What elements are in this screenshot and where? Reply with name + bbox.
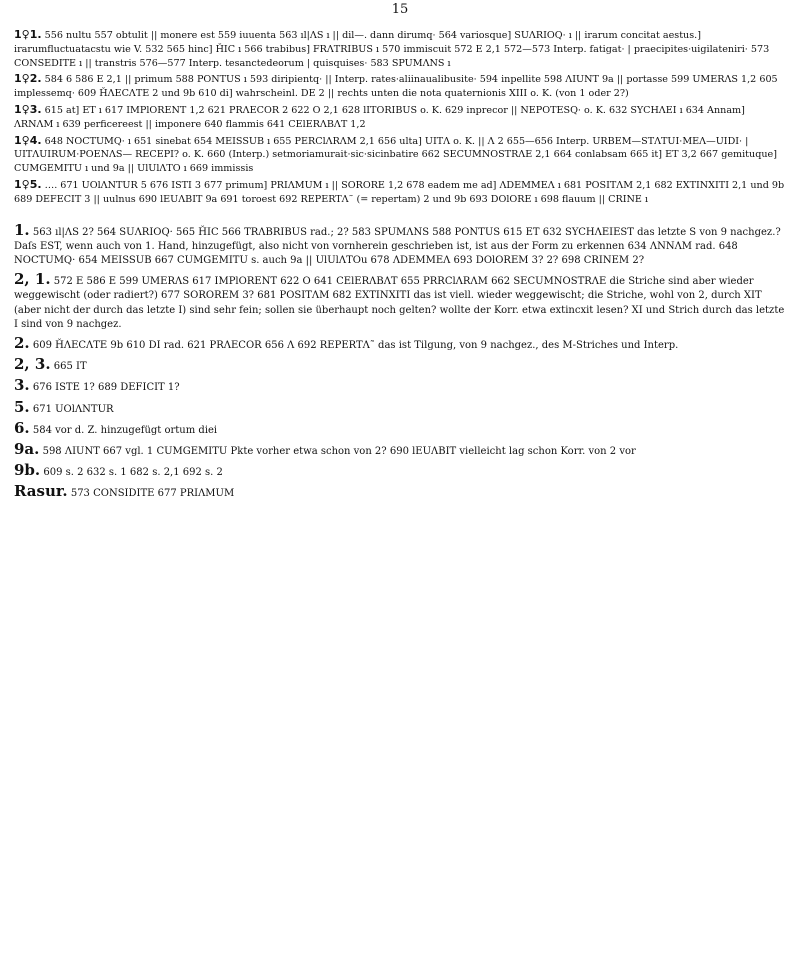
note-text: 584 vor d. Z. hinzugefügt ortum diei <box>32 424 218 436</box>
note-para <box>14 220 786 269</box>
apparatus-head: 1♀2. <box>14 72 42 86</box>
page-content <box>14 28 786 506</box>
apparatus-head: 1♀5. <box>14 177 42 191</box>
section-gap <box>14 209 786 223</box>
note-number: 1. <box>14 220 30 239</box>
apparatus-para <box>14 28 786 70</box>
apparatus-para <box>14 178 786 207</box>
apparatus-text: 615 at] ET ı 617 IMPlORENT 1,2 621 PRΛECOR 2 622 O 2,1 628 lITORIBUS o. K. 629 inprecor || NEPOTESQ· o. K. 632 SYCHΛEI ı 634 Annam] ΛRNΛM ı 639 perficereest || imponere 640 flammis 641 CElERΛBΛT 1,2 <box>14 104 745 130</box>
apparatus-para <box>14 134 786 176</box>
note-text: 676 ISTE 1? 689 DEFICIT 1? <box>32 382 180 394</box>
note-para <box>14 442 786 459</box>
note-number: 2. <box>14 333 30 352</box>
note-number: 5. <box>14 397 30 416</box>
note-text: 573 CONSIDITE 677 PRIΛMUM <box>70 488 235 500</box>
note-text: 563 ıl|ΛS 2? 564 SUΛRIOQ· 565 ȞIC 566 TRΛBRIBUS rad.; 2? 583 SPUMΛNS 588 PONTUS 615 ET 632 SYCHΛEIEST das letzte S von 9 nachgez.? Daſs EST, wenn auch von 1. Hand, hinzugefügt, also nicht von vornherein geschrieben ist, ist aus der Form zu erkennen 634 ΛNNΛM rad. 648 NOCTUMQ· 654 MEISSUB 667 CUMGEMITU s. auch 9a || UlUlΛTOu 678 ΛDEMMEΛ 693 DOlOREM 3? 2? 698 CRINEM 2? <box>14 226 781 266</box>
apparatus-para <box>14 72 786 101</box>
apparatus-text: 556 nultu 557 obtulit || monere est 559 iuuenta 563 ıl|ΛS ı || dil—. dann dirumq· 564 variosque] SUΛRIOQ· ı || irarum concitat aestus.] irarumfluctuatacstu wie V. 532 565 hinc] ȞIC ı 566 trabibus] FRΛTRIBUS ı 570 immiscuit 572 E 2,1 572—573 Interp. fatigat· | praecipites·uigilateniri· 573 CONSEDITE ı || transtris 576—577 Interp. tesanctedeorum | quisquises· 583 SPUMΛNS ı <box>14 30 770 69</box>
apparatus-text: 584 6 586 E 2,1 || primum 588 PONTUS ı 593 diripientq· || Interp. rates·aliinaualibusite· 594 inpellite 598 ΛIUNT 9a || portasse 599 UMERΛS 1,2 605 implessemq· 609 ȞΛECΛTE 2 und 9b 610 di] wahrscheinl. DE 2 || rechts unten die nota quaternionis XIII o. K. (von 1 oder 2?) <box>14 74 778 100</box>
note-para <box>14 463 786 480</box>
page-number: 15 <box>391 2 409 17</box>
note-para <box>14 333 786 353</box>
note-text: 598 ΛIUNT 667 vgl. 1 CUMGEMITU Pkte vorher etwa schon von 2? 690 lEUΛBIT vielleicht lag schon Korr. von 2 vor <box>42 446 636 457</box>
apparatus-head: 1♀4. <box>14 133 42 147</box>
note-text: 665 IT <box>53 361 87 373</box>
note-para <box>14 397 786 417</box>
critical-apparatus <box>14 28 786 207</box>
note-number: 2, 1. <box>14 270 51 289</box>
apparatus-head: 1♀3. <box>14 102 42 116</box>
note-number: 6. <box>14 418 30 437</box>
note-para <box>14 484 786 501</box>
apparatus-para <box>14 103 786 132</box>
note-text: 671 UOlΛNTUR <box>32 403 114 415</box>
note-text: 609 s. 2 632 s. 1 682 s. 2,1 692 s. 2 <box>43 467 223 479</box>
note-para <box>14 418 786 438</box>
apparatus-text: 648 NOCTUMQ· ı 651 sinebat 654 MEISSUB ı 655 PERClΛRΛM 2,1 656 ulta] UITΛ o. K. || Λ 2 655—656 Interp. URBEM—STΛTUI·MEΛ—UIDI· | UITΛUIRUM·POENΛS— RECEPI? o. K. 660 (Interp.) setmoriamurait·sic·sicinbatire 662 SECUMNOSTRΛE 2,1 664 conlabsam 665 it] ET 3,2 667 gemituque] CUMGEMITU ı und 9a || UlUlΛTO ı 669 immissis <box>14 135 777 175</box>
note-text: 609 ȞΛECΛTE 9b 610 DI rad. 621 PRΛECOR 656 Λ 692 REPERTΛ˜ das ist Tilgung, von 9 nachgez., des M-Striches und Interp. <box>32 339 679 351</box>
corrector-notes <box>14 220 786 502</box>
note-para <box>14 357 786 374</box>
note-number: 9a. <box>14 440 40 458</box>
note-number: 3. <box>14 376 30 395</box>
note-number: 9b. <box>14 461 41 480</box>
apparatus-text: …. 671 UOlΛNTUR 5 676 ISTI 3 677 primum] PRIΛMUM ı || SORORE 1,2 678 eadem me ad] ΛDEMMEΛ ı 681 POSITΛM 2,1 682 EXTINXITI 2,1 und 9b 689 DEFECIT 3 || uulnus 690 lEUΛBIT 9a 691 toroest 692 REPERTΛ˜ (= repertam) 2 und 9b 693 DOlORE ı 698 flauum || CRINE ı <box>14 179 785 205</box>
note-text: 572 E 586 E 599 UMERΛS 617 IMPlORENT 622 O 641 CElERΛBΛT 655 PRRClΛRΛM 662 SECUMNOSTRΛE die Striche sind aber wieder weggewischt (oder radiert?) 677 SOROREM 3? 681 POSITΛM 682 EXTINXITI das ist viell. wieder weggewischt; die Striche, wohl von 2, durch XIT (aber nicht der durch das letzte I) sind sehr fein; sollen sie überhaupt noch gelten? wollte der Korr. etwa extincxit lesen? XI und Strich durch das letzte I sind von 9 nachgez. <box>14 276 785 330</box>
note-para <box>14 272 786 332</box>
note-number: 2, 3. <box>14 355 51 374</box>
apparatus-head: 1♀1. <box>14 28 42 41</box>
note-number: Rasur. <box>14 482 68 501</box>
note-para <box>14 378 786 395</box>
